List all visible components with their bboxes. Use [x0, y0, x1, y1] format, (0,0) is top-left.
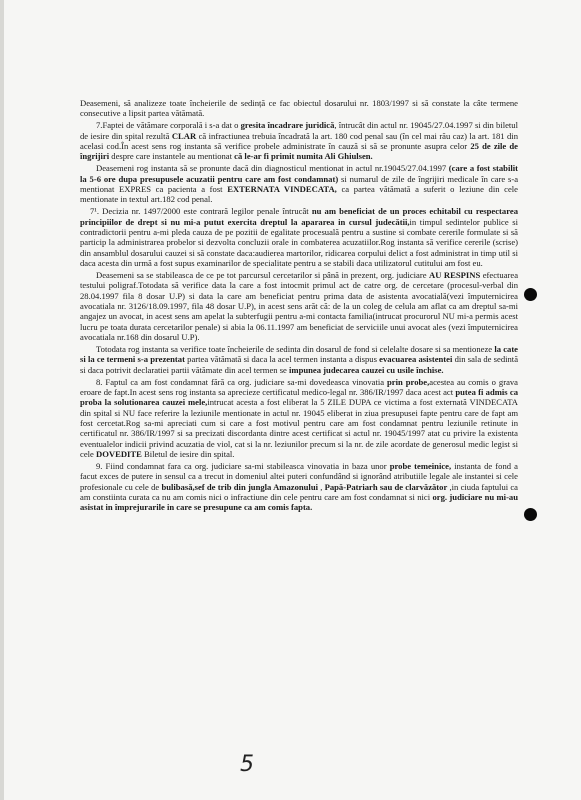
- bold-text-run: la cate si la ce termeni s-a prezentat: [80, 343, 518, 365]
- text-run: Deasemeni, să analizeze toate încheierile de sedință ce fac obiectul dosarului nr. 1803/1997 si să constate la câte termene consecutive a lipsit partea vătămată.: [80, 98, 518, 119]
- text-run: Totodata rog instanta sa verifice toate încheierile de sedinta din dosarul de fond si celelalte dosare si sa mentioneze: [96, 343, 495, 354]
- bold-text-run: AU RESPINS: [429, 269, 481, 280]
- text-run: acestea au comis o grava eroare de fapt.In acest sens rog instanta sa aprecieze certificatul medico-legal nr. 386/IR/1997 daca acest act: [80, 376, 518, 397]
- bold-text-run: putea fi admis ca proba la solutionarea cauzei mele,: [80, 386, 519, 408]
- text-run: Deasemeni rog instanta să se pronunte dacă din diagnosticul mentionat in actul nr.19045/27.04.1997: [96, 163, 449, 174]
- bold-text-run: evacuarea asistentei: [379, 354, 453, 365]
- bold-text-run: org. judiciare nu mi-au asistat in împrejurarile in care se presupune ca am comis fapta.: [80, 491, 519, 513]
- text-run: ca partea vătămată a suferit o leziune din cele mentionate in textul art.182 cod penal.: [80, 183, 518, 205]
- text-run: 7.Faptei de vătămare corporală i s-a dat o: [96, 120, 241, 131]
- text-run: instanta de fond a facut exces de putere in sensul ca a trecut in domeniul altei puteri confundând si ignorând atributiile legale ale instantei si cele profesionale cu cele de: [80, 460, 518, 492]
- bold-text-run: Papă-Patriarh sau de clarvăzător: [324, 481, 448, 492]
- text-run: că infractiunea trebuia încadrată la art. 180 cod penal sau (în cel mai rău caz) la art. 181 din acelasi cod.În acest sens rog instanta să verifice probele administrate în cauză si să se pronunte asupra celor: [80, 130, 518, 151]
- bold-text-run: CLAR: [171, 130, 197, 141]
- text-run: Biletul de iesire din spital.: [141, 448, 235, 459]
- bold-text-run: impunea judecarea cauzei cu usile închise.: [289, 364, 444, 375]
- bold-text-run: bulibasă,sef de trib din jungla Amazonului: [161, 481, 318, 492]
- text-run: , întrucât din actul nr. 19045/27.04.1997 si din biletul de iesire din spital rezultă: [80, 120, 518, 141]
- text-run: Deasemeni sa se stabileasca de ce pe tot parcursul cercetarilor si până in prezent, org. judiciare: [96, 269, 430, 280]
- bold-text-run: DOVEDITE: [95, 448, 142, 459]
- bold-text-run: EXTERNATA VINDECATA,: [227, 183, 337, 194]
- page-number: 5: [240, 752, 254, 777]
- paragraph-1: [80, 98, 518, 119]
- paragraph-poligraf: [80, 270, 518, 342]
- text-run: si numarul de zile de îngrijiri medicale în care s-a mentionat EXPRES ca pacienta a fost: [80, 173, 519, 194]
- punch-hole-top: [524, 288, 537, 301]
- text-run: despre care instantele au mentionat: [109, 151, 235, 162]
- text-run: din sala de sedintă si daca potrivit declaratiei partii vătămate din acel termen se: [80, 354, 519, 375]
- text-run: 8. Faptul ca am fost condamnat fără ca org. judiciare sa-mi dovedeasca vinovatia: [96, 376, 388, 387]
- paragraph-8: [80, 377, 518, 460]
- paragraph-9: [80, 461, 518, 513]
- paragraph-7-diagnosis: [80, 163, 518, 204]
- bold-text-run: nu am beneficiat de un proces echitabil cu respectarea principiilor de drept si nu mi-a putut exercita dreptul la apararea in cursul judecătii,: [80, 206, 518, 227]
- text-run: intrucat acesta a fost eliberat la 5 ZILE DUPA ce victima a fost externată VINDECATA din spital si NU face referire la leziunile mentionate in actul nr. 19045 eliberat in ziua presupusei fapte pentru care de fapt am fost cercetat.Rog sa-mi apreciati cum si care a fost motivul pentru care am fost condamnat pentru leziunile retinute in certificatul nr. 386/IR/1997 si sa precizati discordanta dintre acest certificat si actul nr. 19045/1997 atat cu privire la existenta eventualelor indicii privind acuzatia de viol, cat si la nr. leziunilor precum si la nr. de zile acordate de generosul medic legist si cele: [80, 397, 518, 459]
- bold-text-run: că le-ar fi primit numita Ali Ghiulsen.: [234, 151, 373, 162]
- text-run: 9. Fiind condamnat fara ca org. judiciare sa-mi stabileasca vinovatia in baza unor: [96, 460, 390, 471]
- paragraph-7: [80, 120, 518, 161]
- text-run: 7¹. Decizia nr. 1497/2000 este contrară legilor penale întrucât: [90, 206, 312, 217]
- text-run: ,: [318, 481, 325, 492]
- text-run: efectuarea testului poligraf.Totodata să verifice data la care a fost intocmit primul act de catre org. de cercetare (procesul-verbal din 28.04.1997 fila 8 dosar U.P) si data la care am beneficiat pentru prima data de asistenta avocatială(vezi împuternicirea avocatiala nr. 3126/18.09.1997, fila 48 dosar U.P), in acest sens arăt că: de la un coleg de celula am aflat ca am dreptul sa-mi angajez un avocat, in acest sens am apelat la subterfugii pentru a-mi contacta familia(intrucat procurorul NU mi-a permis acest lucru pe toata durata cercetarilor penale) si abia la 06.11.1997 am beneficiat de serviciile unui avocat ales (vezi împuternicirea avocatiala nr.168 din dosarul U.P).: [80, 269, 519, 342]
- paragraph-7-1: [80, 206, 518, 268]
- document-body: [80, 98, 518, 514]
- paragraph-sedinta: [80, 344, 518, 375]
- bold-text-run: prin probe,: [387, 376, 430, 387]
- text-run: ,in ciuda faptului ca am constiinta curata ca nu am comis nici o infractiune din cele pentru care am fost condamnat si nici: [80, 481, 518, 502]
- punch-hole-bottom: [524, 508, 537, 521]
- scan-edge: [0, 0, 4, 800]
- bold-text-run: 25 de zile de îngrijiri: [80, 140, 518, 162]
- bold-text-run: gresita încadrare juridică: [240, 120, 335, 131]
- bold-text-run: probe temeinice,: [389, 460, 452, 471]
- text-run: partea vătămată si daca la acel termen instanta a dispus: [184, 354, 380, 365]
- bold-text-run: (care a fost stabilit la 5-6 ore dupa presupusele acuzatii pentru care am fost condamnat): [80, 163, 518, 184]
- text-run: in timpul sedintelor publice si contradictorii pentru a-mi pleda cauza de pe pozitii de egalitate procesuală pentru a sustine si combate cererile formulate si să particip la administrarea probelor si dezvolta concluzii orale in combaterea acuzatiilor.Rog instanta să verifice cererile (scrise) din ansamblul dosarului cauzei si să constate daca:audierea martorilor, ridicarea corpului delict a fost administrat in timp util si daca acesta din urmă a fost supus examinarilor de specialitate pentru a se stabili daca utilizatorul cutitului am fost eu.: [80, 216, 518, 268]
